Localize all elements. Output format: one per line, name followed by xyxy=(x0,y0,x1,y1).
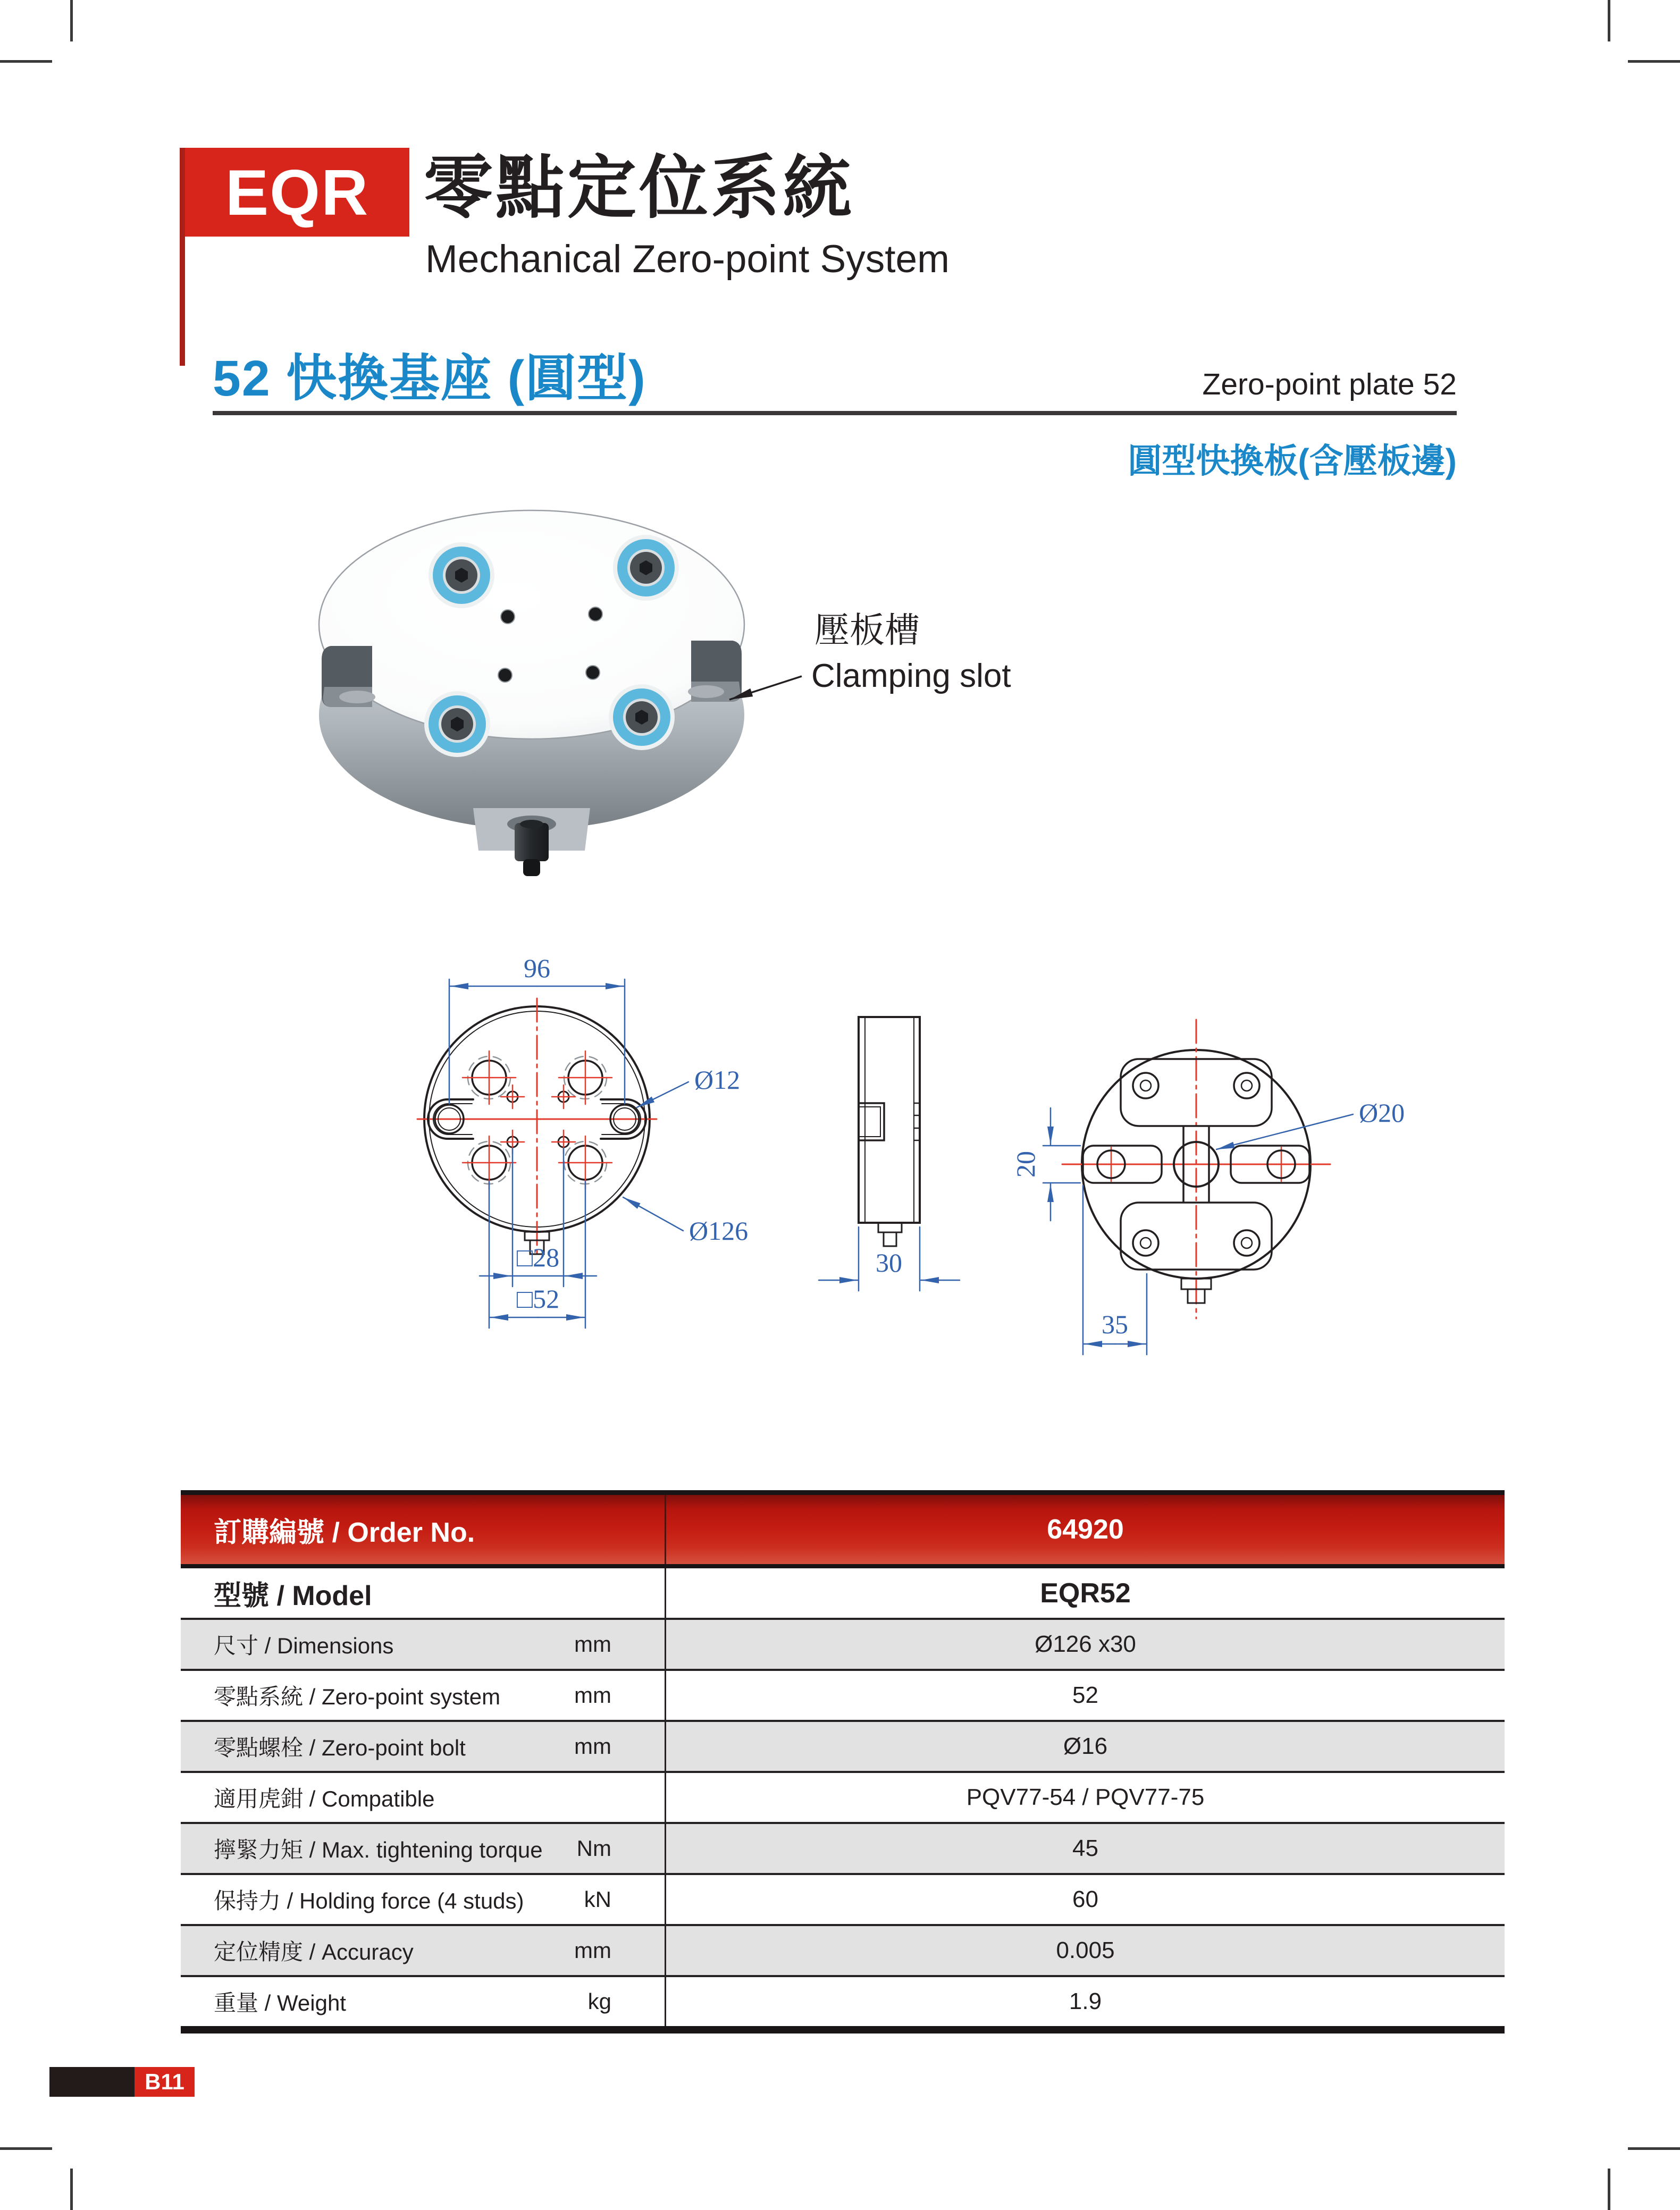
clamping-slot-annotation xyxy=(729,610,1011,700)
plate-top-face xyxy=(319,510,744,739)
model-value: EQR52 xyxy=(665,1568,1505,1618)
table-row-compatible xyxy=(181,1773,1505,1822)
crop-mark-top-right-v xyxy=(1608,0,1610,41)
row-unit: Nm xyxy=(576,1836,611,1861)
crop-mark-bottom-left-v xyxy=(70,2169,73,2210)
row-label: 重量 / Weight xyxy=(214,1990,346,2015)
clamping-slot-left xyxy=(322,646,375,707)
table-row-model xyxy=(181,1568,1505,1618)
table-row-holding-force xyxy=(181,1875,1505,1924)
row-value: 52 xyxy=(665,1671,1505,1720)
row-value: 0.005 xyxy=(665,1926,1505,1975)
model-label: 型號 / Model xyxy=(214,1581,372,1611)
drawing-back-view xyxy=(1011,1020,1405,1355)
section-divider-rule xyxy=(213,411,1457,415)
dim-square-52: □52 xyxy=(516,1284,560,1314)
section-title: 52 快換基座 (圓型) xyxy=(213,350,646,407)
crop-mark-top-right-h xyxy=(1628,60,1680,63)
dim-20: 20 xyxy=(1011,1151,1040,1178)
table-row-zero-point-bolt xyxy=(181,1722,1505,1771)
table-separator xyxy=(181,1564,1505,1568)
row-value: Ø126 x30 xyxy=(665,1620,1505,1669)
footer-bar xyxy=(49,2067,135,2097)
order-no-value: 64920 xyxy=(665,1495,1505,1564)
crop-mark-bottom-left-h xyxy=(0,2147,52,2150)
drawing-front-view xyxy=(417,953,748,1328)
row-value: Ø16 xyxy=(665,1722,1505,1771)
annotation-en: Clamping slot xyxy=(811,658,1011,694)
spec-table xyxy=(181,1490,1505,2033)
row-unit: kN xyxy=(584,1887,611,1912)
row-label: 保持力 / Holding force (4 studs) xyxy=(214,1888,524,1913)
row-unit: mm xyxy=(574,1632,611,1657)
dim-96: 96 xyxy=(524,953,550,983)
row-value: PQV77-54 / PQV77-75 xyxy=(665,1773,1505,1822)
row-unit: mm xyxy=(574,1938,611,1963)
series-badge-pole xyxy=(180,148,185,366)
page-number-badge xyxy=(135,2067,195,2097)
bushing xyxy=(613,535,679,601)
row-label: 零點系統 / Zero-point system xyxy=(214,1684,501,1709)
row-value: 60 xyxy=(665,1875,1505,1924)
zero-point-plate xyxy=(319,510,744,876)
bushing xyxy=(609,684,675,750)
dim-square-28: □28 xyxy=(516,1242,560,1272)
section-subtitle: 圓型快換板(含壓板邊) xyxy=(1128,442,1457,480)
table-row-max-tightening-torque xyxy=(181,1824,1505,1873)
dim-bolt-hole: Ø12 xyxy=(694,1065,741,1095)
crop-mark-bottom-right-v xyxy=(1608,2169,1610,2210)
clamping-slot-right xyxy=(688,641,742,702)
order-no-label: 訂購編號 / Order No. xyxy=(214,1517,475,1548)
row-unit: mm xyxy=(574,1734,611,1759)
row-label: 定位精度 / Accuracy xyxy=(214,1939,414,1964)
row-label: 零點螺栓 / Zero-point bolt xyxy=(214,1735,466,1760)
table-row-weight xyxy=(181,1977,1505,2026)
row-value: 1.9 xyxy=(665,1977,1505,2026)
dim-35: 35 xyxy=(1102,1309,1128,1339)
row-label: 尺寸 / Dimensions xyxy=(214,1633,394,1658)
table-row-zero-point-system xyxy=(181,1671,1505,1720)
table-row-dimensions xyxy=(181,1620,1505,1669)
crop-mark-bottom-right-h xyxy=(1628,2147,1680,2150)
dim-center-bore: Ø20 xyxy=(1359,1098,1405,1128)
dim-outer-diameter: Ø126 xyxy=(689,1216,749,1246)
table-row-order-no xyxy=(181,1495,1505,1564)
drawing-side-view xyxy=(819,1017,960,1291)
crop-mark-top-left-h xyxy=(0,60,52,63)
bushing xyxy=(429,542,494,608)
product-3d-figure xyxy=(298,500,1090,904)
table-row-accuracy xyxy=(181,1926,1505,1975)
front-view-dimensions xyxy=(449,979,688,1328)
dim-30: 30 xyxy=(876,1248,902,1278)
section-title-en: Zero-point plate 52 xyxy=(1202,367,1457,401)
bushing xyxy=(424,691,490,757)
row-unit: mm xyxy=(574,1683,611,1708)
row-label: 適用虎鉗 / Compatible xyxy=(214,1786,435,1811)
annotation-cjk: 壓板槽 xyxy=(814,610,920,650)
technical-drawing xyxy=(372,946,1489,1404)
row-unit: kg xyxy=(587,1989,611,2014)
crop-mark-top-left-v xyxy=(70,0,73,41)
page-title-en: Mechanical Zero-point System xyxy=(425,238,950,281)
row-value: 45 xyxy=(665,1824,1505,1873)
page-title-cjk: 零點定位系統 xyxy=(424,149,855,226)
series-badge xyxy=(185,148,409,237)
page-number: B11 xyxy=(145,2069,184,2094)
series-badge-label: EQR xyxy=(225,156,369,229)
row-label: 擰緊力矩 / Max. tightening torque xyxy=(214,1837,543,1862)
